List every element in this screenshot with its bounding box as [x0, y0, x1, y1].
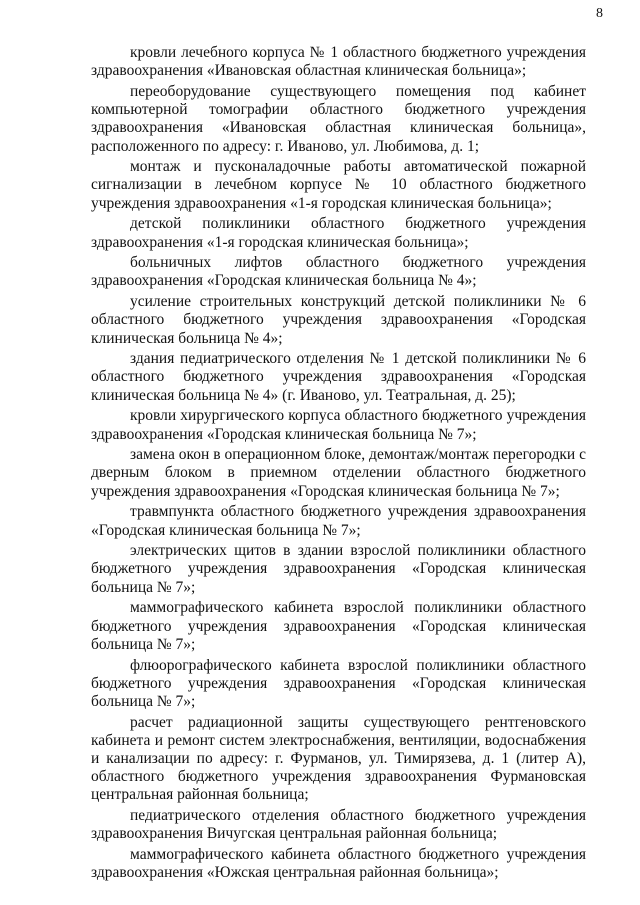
paragraph: кровли лечебного корпуса № 1 областного бюджетного учреждения здравоохранения «Ивановская областная клиническая больница»;: [91, 44, 586, 80]
paragraph: маммографического кабинета взрослой поликлиники областного бюджетного учреждения здравоохранения «Городская клиническая больница № 7»;: [91, 599, 586, 653]
paragraph: электрических щитов в здании взрослой поликлиники областного бюджетного учреждения здравоохранения «Городская клиническая больница № 7»;: [91, 542, 586, 596]
paragraph: флюорографического кабинета взрослой поликлиники областного бюджетного учреждения здравоохранения «Городская клиническая больница № 7»;: [91, 656, 586, 710]
document-body: [91, 44, 586, 885]
page-number: 8: [596, 6, 603, 21]
paragraph: педиатрического отделения областного бюджетного учреждения здравоохранения Вичугская центральная районная больница;: [91, 807, 586, 843]
paragraph: травмпункта областного бюджетного учреждения здравоохранения «Городская клиническая больница № 7»;: [91, 503, 586, 539]
paragraph: переоборудование существующего помещения под кабинет компьютерной томографии областного бюджетного учреждения здравоохранения «Ивановская областная клиническая больница», расположенного по адресу: г. Иваново, ул. Любимова, д. 1;: [91, 82, 586, 155]
paragraph: детской поликлиники областного бюджетного учреждения здравоохранения «1-я городская клиническая больница»;: [91, 215, 586, 251]
paragraph: монтаж и пусконаладочные работы автоматической пожарной сигнализации в лечебном корпусе № 10 областного бюджетного учреждения здравоохранения «1-я городская клиническая больница»;: [91, 158, 586, 212]
paragraph: здания педиатрического отделения № 1 детской поликлиники № 6 областного бюджетного учреждения здравоохранения «Городская клиническая больница № 4» (г. Иваново, ул. Театральная, д. 25);: [91, 350, 586, 404]
paragraph: усиление строительных конструкций детской поликлиники № 6 областного бюджетного учреждения здравоохранения «Городская клиническая больница № 4»;: [91, 293, 586, 347]
paragraph: расчет радиационной защиты существующего рентгеновского кабинета и ремонт систем электроснабжения, вентиляции, водоснабжения и канализации по адресу: г. Фурманов, ул. Тимирязева, д. 1 (литер А), областного бюджетного учреждения здравоохранения Фурмановская центральная районная больница;: [91, 713, 586, 804]
paragraph: больничных лифтов областного бюджетного учреждения здравоохранения «Городская клиническая больница № 4»;: [91, 254, 586, 290]
paragraph: замена окон в операционном блоке, демонтаж/монтаж перегородки с дверным блоком в приемном отделении областного бюджетного учреждения здравоохранения «Городская клиническая больница № 7»;: [91, 446, 586, 500]
paragraph: маммографического кабинета областного бюджетного учреждения здравоохранения «Южская центральная районная больница»;: [91, 846, 586, 882]
paragraph: кровли хирургического корпуса областного бюджетного учреждения здравоохранения «Городская клиническая больница № 7»;: [91, 407, 586, 443]
